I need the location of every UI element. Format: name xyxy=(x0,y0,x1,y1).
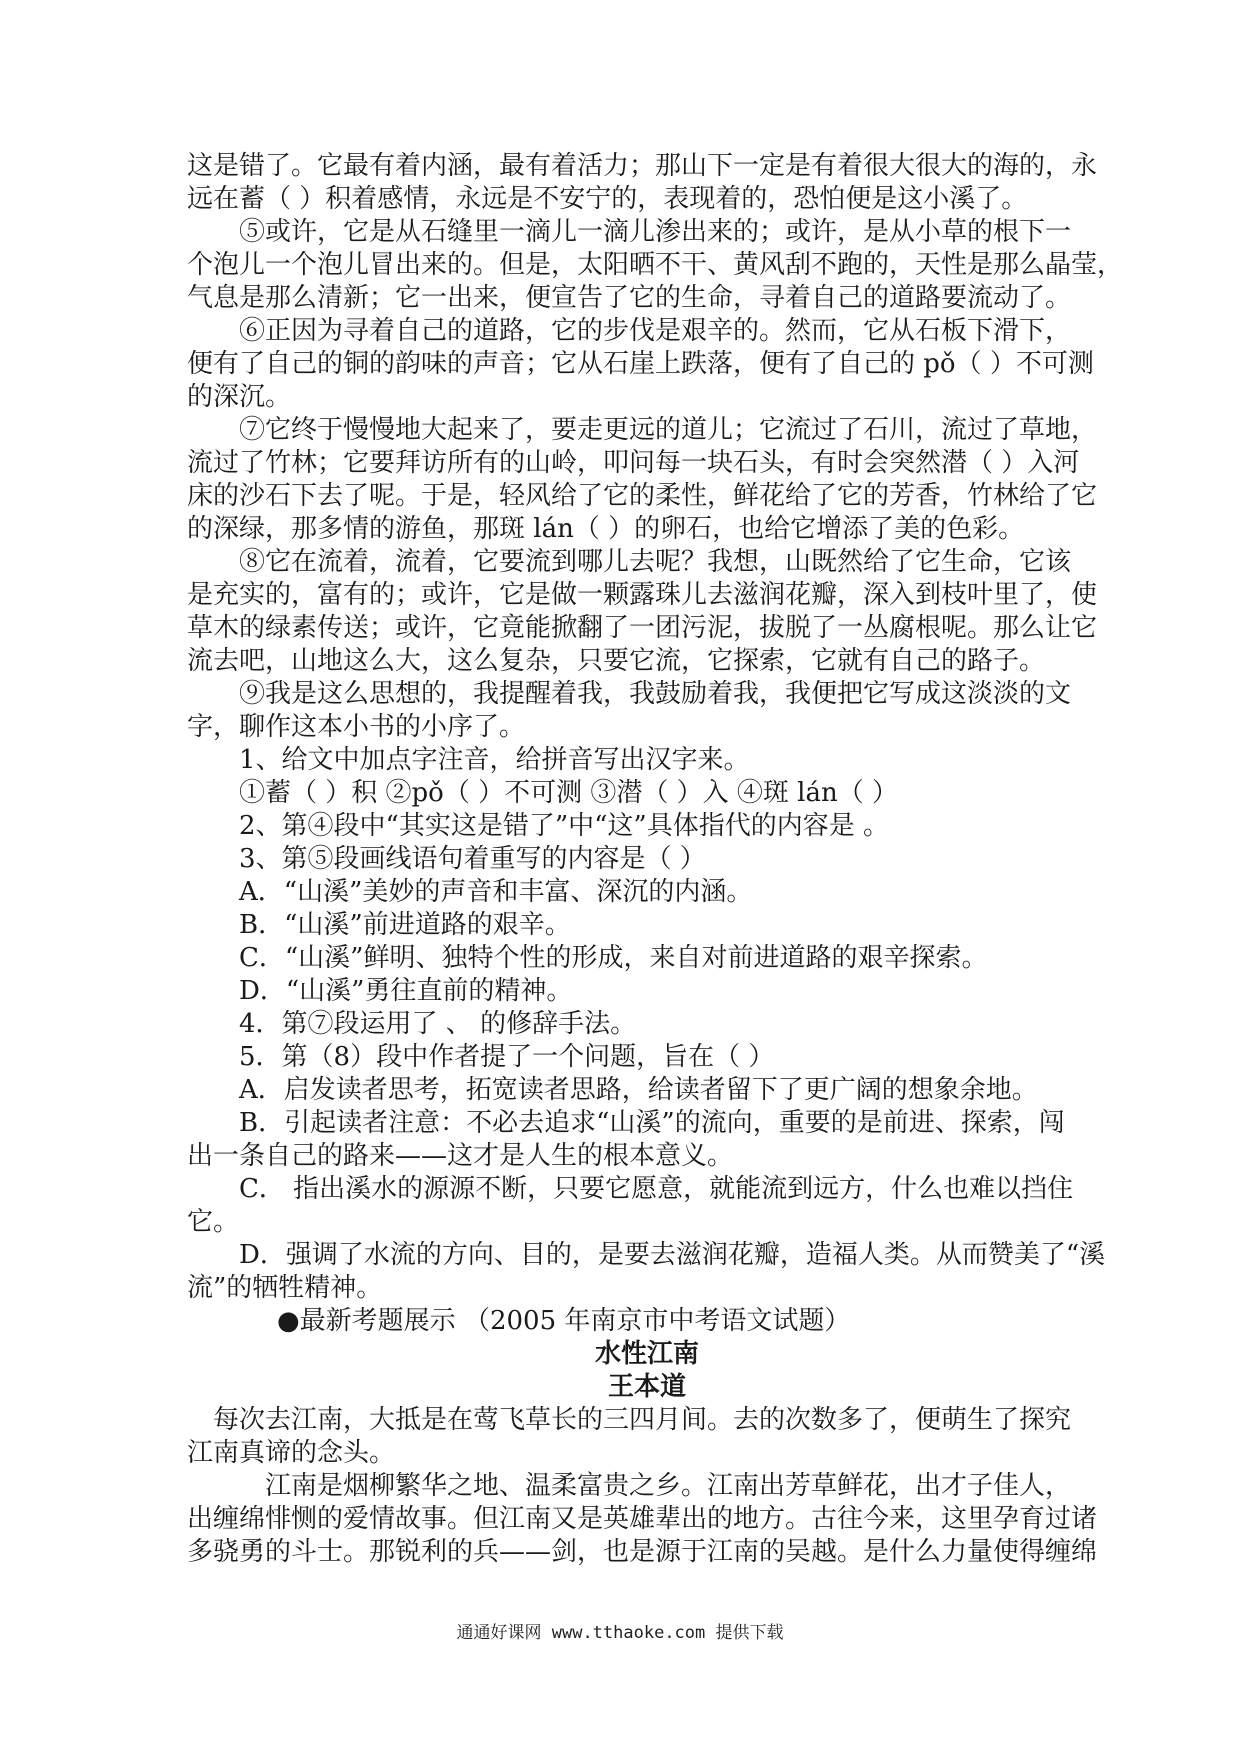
question-3-option-a: A．“山溪”美妙的声音和丰富、深沉的内涵。 xyxy=(239,877,753,907)
question-5-option-c-cont: 它。 xyxy=(187,1207,240,1237)
question-5-option-d: D．强调了水流的方向、目的，是要去滋润花瓣，造福人类。从而赞美了“溪 xyxy=(239,1240,1106,1270)
question-5-option-b-cont: 出一条自己的路来——这才是人生的根本意义。 xyxy=(187,1141,734,1171)
passage-line: 远在蓄（ ）积着感情，永远是不安宁的，表现着的，恐怕便是这小溪了。 xyxy=(187,184,1028,214)
passage-line: 便有了自己的铜的韵味的声音；它从石崖上跌落，便有了自己的 pǒ（ ）不可测 xyxy=(187,349,1094,379)
exam-passage-line: 出缠绵悱恻的爱情故事。但江南又是英雄辈出的地方。古往今来，这里孕育过诸 xyxy=(187,1504,1098,1534)
question-3: 3、第⑤段画线语句着重写的内容是（ ） xyxy=(239,844,706,874)
page-footer: 通通好课网 www.tthaoke.com 提供下载 xyxy=(456,1623,784,1643)
passage-line: 的深绿，那多情的游鱼，那斑 lán（ ）的卵石，也给它增添了美的色彩。 xyxy=(187,514,1025,544)
passage-line: 流过了竹林；它要拜访所有的山岭，叩问每一块石头，有时会突然潜（ ）入河 xyxy=(187,448,1080,478)
passage-line: 气息是那么清新；它一出来，便宣告了它的生命，寻着自己的道路要流动了。 xyxy=(187,283,1072,313)
question-5-option-b: B．引起读者注意：不必去追求“山溪”的流向，重要的是前进、探索，闯 xyxy=(239,1108,1065,1138)
question-3-option-d: D．“山溪”勇往直前的精神。 xyxy=(239,976,573,1006)
exam-heading: ●最新考题展示 （2005 年南京市中考语文试题） xyxy=(277,1306,851,1336)
exam-passage-line: 江南真谛的念头。 xyxy=(187,1438,396,1468)
exam-passage xyxy=(187,1404,1098,1569)
question-3-option-c: C．“山溪”鲜明、独特个性的形成，来自对前进道路的艰辛探索。 xyxy=(239,943,988,973)
paragraph-7: ⑦它终于慢慢地大起来了，要走更远的道儿；它流过了石川，流过了草地， xyxy=(239,415,1098,445)
reading-passage xyxy=(187,150,1124,744)
passage-line: 草木的绿素传送；或许，它竟能掀翻了一团污泥，拔脱了一丛腐根呢。那么让它 xyxy=(187,613,1098,643)
passage-line: 这是错了。它最有着内涵，最有着活力；那山下一定是有着很大很大的海的，永 xyxy=(187,151,1098,181)
question-1: 1、给文中加点字注音，给拼音写出汉字来。 xyxy=(239,745,750,775)
question-4: 4．第⑦段运用了 、 的修辞手法。 xyxy=(239,1009,637,1039)
exam-paragraph-1: 每次去江南，大抵是在莺飞草长的三四月间。去的次数多了，便萌生了探究 xyxy=(213,1405,1072,1435)
passage-line: 流去吧，山地这么大，这么复杂，只要它流，它探索，它就有自己的路子。 xyxy=(187,646,1046,676)
question-5-option-c: C． 指出溪水的源源不断，只要它愿意，就能流到远方，什么也难以挡住 xyxy=(239,1174,1074,1204)
passage-line: 字，聊作这本小书的小序了。 xyxy=(187,712,526,742)
question-1-options: ①蓄（ ）积 ②pǒ（ ）不可测 ③潜（ ）入 ④斑 lán（ ） xyxy=(239,778,898,808)
paragraph-6: ⑥正因为寻着自己的道路，它的步伐是艰辛的。然而，它从石板下滑下， xyxy=(239,316,1072,346)
question-section xyxy=(187,744,1106,1338)
passage-line: 个泡儿一个泡儿冒出来的。但是，太阳晒不干、黄风刮不跑的，天性是那么晶莹， xyxy=(187,250,1124,280)
passage-line: 是充实的，富有的；或许，它是做一颗露珠儿去滋润花瓣，深入到枝叶里了，使 xyxy=(187,580,1098,610)
paragraph-8: ⑧它在流着，流着，它要流到哪儿去呢？我想，山既然给了它生命，它该 xyxy=(239,547,1072,577)
paragraph-9: ⑨我是这么思想的，我提醒着我，我鼓励着我，我便把它写成这淡淡的文 xyxy=(239,679,1072,709)
question-3-option-b: B．“山溪”前进道路的艰辛。 xyxy=(239,910,571,940)
passage-line: 床的沙石下去了呢。于是，轻风给了它的柔性，鲜花给了它的芳香，竹林给了它 xyxy=(187,481,1098,511)
question-5: 5．第（8）段中作者提了一个问题，旨在（ ） xyxy=(239,1042,775,1072)
paragraph-5: ⑤或许，它是从石缝里一滴儿一滴儿渗出来的；或许，是从小草的根下一 xyxy=(239,217,1072,247)
article-title: 水性江南 xyxy=(594,1339,699,1369)
article-author: 王本道 xyxy=(607,1372,686,1402)
exam-paragraph-2: 江南是烟柳繁华之地、温柔富贵之乡。江南出芳草鲜花，出才子佳人， xyxy=(265,1471,1072,1501)
question-5-option-a: A．启发读者思考，拓宽读者思路，给读者留下了更广阔的想象余地。 xyxy=(239,1075,1038,1105)
passage-line: 的深沉。 xyxy=(187,382,292,412)
page-content xyxy=(187,150,1124,1569)
question-5-option-d-cont: 流”的牺牲精神。 xyxy=(187,1273,383,1303)
question-2: 2、第④段中“其实这是错了”中“这”具体指代的内容是 。 xyxy=(239,811,889,841)
exam-passage-line: 多骁勇的斗士。那锐利的兵——剑，也是源于江南的吴越。是什么力量使得缠绵 xyxy=(187,1537,1098,1567)
